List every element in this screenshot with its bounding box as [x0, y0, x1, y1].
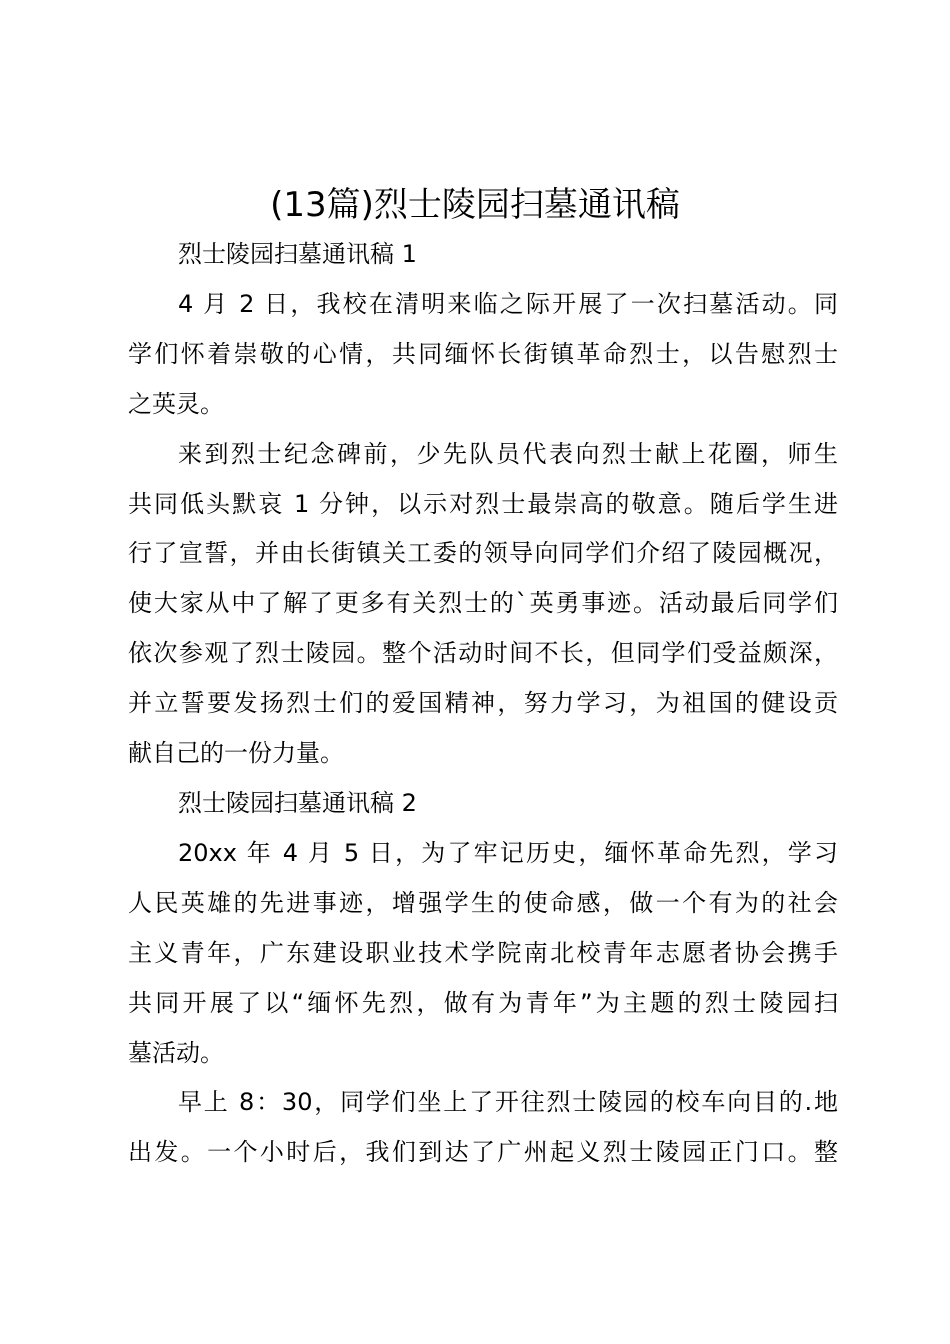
text-line: 共同开展了以“缅怀先烈，做有为青年”为主题的烈士陵园扫	[128, 988, 838, 1017]
document-body	[128, 230, 838, 1178]
text-line: 使大家从中了解了更多有关烈士的`英勇事迹。活动最后同学们	[128, 589, 838, 618]
text-line: 来到烈士纪念碑前，少先队员代表向烈士献上花圈，师生	[178, 439, 838, 468]
text-line: 行了宣誓，并由长街镇关工委的领导向同学们介绍了陵园概况，	[128, 539, 838, 568]
text-line: 人民英雄的先进事迹，增强学生的使命感，做一个有为的社会	[128, 888, 838, 917]
document-title: (13篇)烈士陵园扫墓通讯稿	[270, 185, 680, 225]
text-line: 早上 8：30，同学们坐上了开往烈士陵园的校车向目的.地	[178, 1088, 838, 1117]
text-line: 墓活动。	[128, 1038, 224, 1067]
text-line: 共同低头默哀 1 分钟，以示对烈士最崇高的敬意。随后学生进	[128, 489, 838, 518]
text-line: 学们怀着崇敬的心情，共同缅怀长街镇革命烈士，以告慰烈士	[128, 339, 838, 368]
text-line: 出发。一个小时后，我们到达了广州起义烈士陵园正门口。整	[128, 1138, 838, 1167]
text-line: 烈士陵园扫墓通讯稿 1	[178, 240, 417, 268]
text-line: 烈士陵园扫墓通讯稿 2	[178, 788, 417, 817]
text-line: 依次参观了烈士陵园。整个活动时间不长，但同学们受益颇深，	[128, 639, 838, 668]
text-line: 4 月 2 日，我校在清明来临之际开展了一次扫墓活动。同	[178, 289, 838, 318]
text-line: 之英灵。	[128, 389, 224, 418]
text-line: 献自己的一份力量。	[128, 739, 344, 768]
text-line: 20xx 年 4 月 5 日，为了牢记历史，缅怀革命先烈，学习	[178, 838, 838, 867]
text-line: 并立誓要发扬烈士们的爱国精神，努力学习，为祖国的健设贡	[128, 689, 838, 718]
text-line: 主义青年，广东建设职业技术学院南北校青年志愿者协会携手	[128, 938, 838, 967]
